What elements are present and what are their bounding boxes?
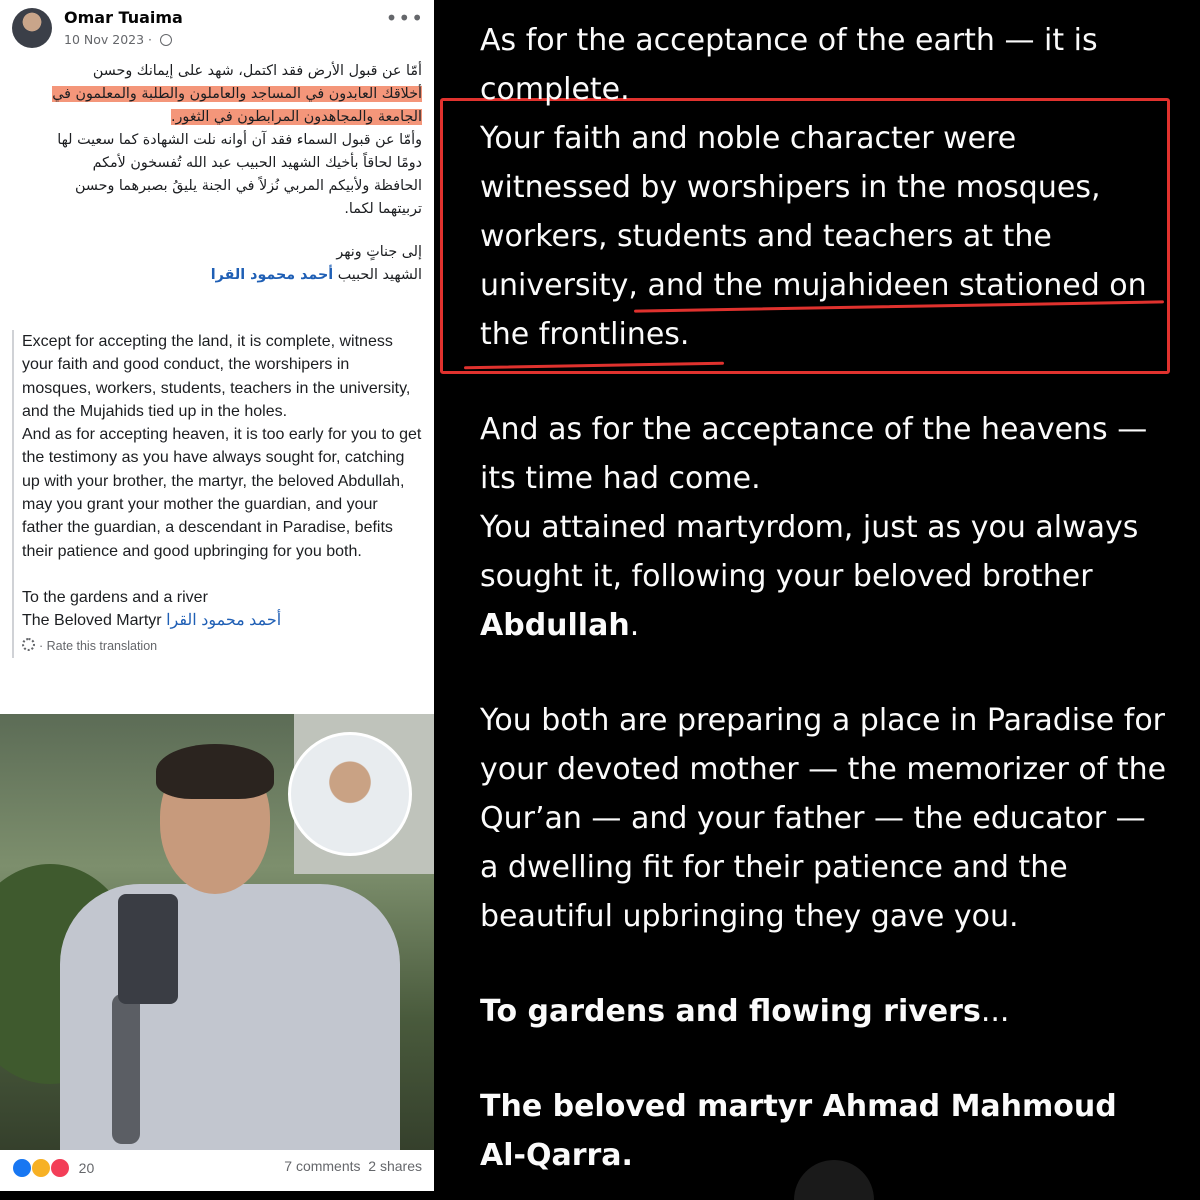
dark-paragraph: You both are preparing a place in Paradise for your devoted mother — the memorizer of the Qur’an — and your father — the educator — a dwelling fit for their patience and the beautiful upbringing they gave you. xyxy=(480,703,1167,934)
brother-name: Abdullah xyxy=(480,608,630,643)
more-options-icon[interactable]: ••• xyxy=(385,6,424,30)
post-footer xyxy=(0,1150,434,1191)
translation-paragraph: The Beloved Martyr أحمد محمود القرا xyxy=(22,612,282,630)
arabic-line xyxy=(12,264,422,287)
dark-paragraph: To gardens and flowing rivers... xyxy=(480,994,1010,1029)
sad-icon xyxy=(31,1158,51,1178)
dark-paragraph: The beloved martyr Ahmad Mahmoud Al-Qarra. xyxy=(480,1089,1117,1173)
gear-icon xyxy=(22,638,35,651)
arabic-line: دومًا لحاقاً بأخيك الشهيد الحبيب عبد الله تُفسخون لأمكم xyxy=(92,155,422,171)
inset-portrait xyxy=(288,732,412,856)
dark-paragraph: You attained martyrdom, just as you always sought it, following your beloved brother Abdullah. xyxy=(480,510,1139,643)
translation-panel xyxy=(434,0,1200,1191)
arabic-post-text xyxy=(12,60,422,287)
dark-paragraph: And as for the acceptance of the heavens — its time had come. xyxy=(480,412,1148,496)
martyr-name-link[interactable]: أحمد محمود القرا xyxy=(210,267,334,283)
arabic-line: وأمّا عن قبول السماء فقد آن أوانه نلت الشهادة كما سعيت لها xyxy=(57,132,422,148)
martyr-name-link[interactable]: أحمد محمود القرا xyxy=(166,612,282,630)
arabic-prefix: الشهيد الحبيب xyxy=(337,267,422,283)
arabic-line: إلى جناتٍ ونهر xyxy=(336,244,422,260)
translation-paragraph: And as for accepting heaven, it is too early for you to get the testimony as you have always sought for, catching up with your brother, the martyr, the beloved Abdullah, may you grant your mother the guardian, and your father the guardian, a descendant in Paradise, befits their patience and good upbringing for you both. xyxy=(22,426,422,560)
translation-block xyxy=(12,330,422,658)
like-icon xyxy=(12,1158,32,1178)
translation-paragraph: To the gardens and a river xyxy=(22,588,208,606)
arabic-line: الحافظة ولأبيكم المربي نُزلاً في الجنة يليقُ بصبرهما وحسن xyxy=(74,178,422,194)
rate-translation[interactable]: · Rate this translation xyxy=(22,635,422,658)
phone-gimbal xyxy=(118,894,178,1004)
arabic-line-highlighted: الجامعة والمجاهدون المرابطون في الثغور. xyxy=(170,109,422,125)
arabic-line-highlighted: أخلاقك العابدون في المساجد والعاملون والطلبة والمعلمون في xyxy=(52,86,422,102)
post-photo[interactable] xyxy=(0,714,434,1150)
comments-link[interactable]: 7 comments xyxy=(284,1158,361,1174)
dark-paragraph: As for the acceptance of the earth — it is complete. xyxy=(480,23,1098,107)
author-name[interactable]: Omar Tuaima xyxy=(64,8,183,27)
dark-translation-text xyxy=(480,16,1170,1180)
reactions[interactable] xyxy=(12,1158,94,1178)
post-meta xyxy=(64,32,172,47)
shares-link[interactable]: 2 shares xyxy=(368,1158,422,1174)
reaction-count: 20 xyxy=(78,1160,95,1176)
arabic-line: تربيتهما لكما. xyxy=(344,201,422,217)
post-stats xyxy=(284,1158,422,1174)
globe-icon xyxy=(160,34,172,46)
dark-paragraph: Your faith and noble character were witnessed by worshipers in the mosques, workers, students and teachers at the university, and the mujahideen stationed on the frontlines. xyxy=(480,121,1147,352)
avatar[interactable] xyxy=(12,8,52,48)
love-icon xyxy=(50,1158,70,1178)
facebook-post xyxy=(0,0,434,1191)
post-header xyxy=(12,6,424,52)
translation-paragraph: Except for accepting the land, it is complete, witness your faith and good conduct, the worshipers in mosques, workers, students, teachers in the university, and the Mujahids tied up in the holes. xyxy=(22,333,411,420)
post-date[interactable]: 10 Nov 2023 · xyxy=(64,32,153,47)
arabic-line: أمّا عن قبول الأرض فقد اكتمل، شهد على إيمانك وحسن xyxy=(92,63,422,79)
